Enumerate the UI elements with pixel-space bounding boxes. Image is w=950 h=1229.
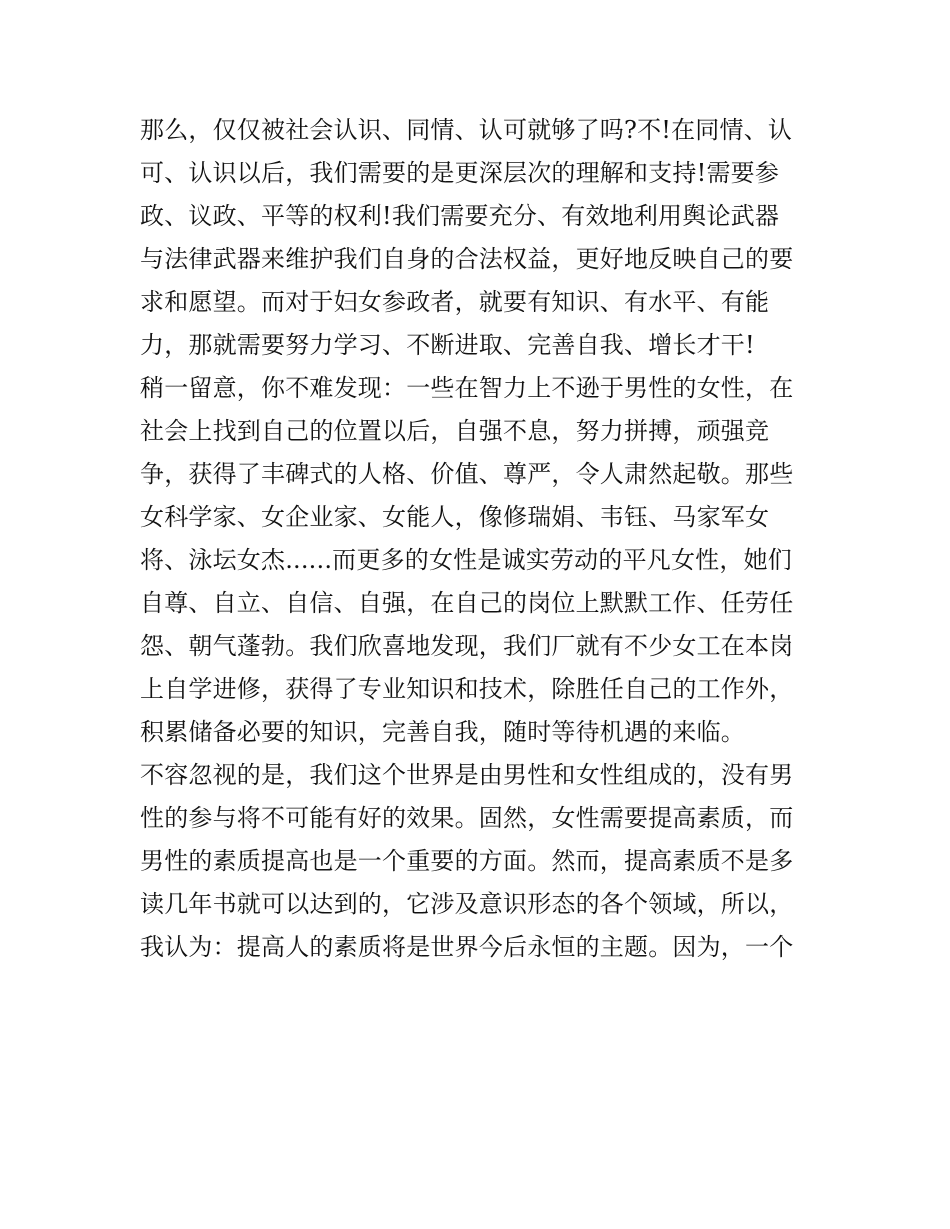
- body-text: [140, 109, 820, 969]
- text-line: 积累储备必要的知识，完善自我，随时等待机遇的来临。: [140, 718, 745, 746]
- text-line: 读几年书就可以达到的，它涉及意识形态的各个领域，所以，: [140, 890, 794, 918]
- text-line: 上自学进修，获得了专业知识和技术，除胜任自己的工作外，: [140, 675, 794, 703]
- text-line: 与法律武器来维护我们自身的合法权益，更好地反映自己的要: [140, 245, 794, 273]
- text-line: 我认为：提高人的素质将是世界今后永恒的主题。因为，一个: [140, 933, 794, 961]
- text-line: 怨、朝气蓬勃。我们欣喜地发现，我们厂就有不少女工在本岗: [140, 632, 794, 660]
- text-line: 那么，仅仅被社会认识、同情、认可就够了吗?不!在同情、认: [140, 116, 793, 144]
- text-line: 稍一留意，你不难发现：一些在智力上不逊于男性的女性，在: [140, 374, 794, 402]
- text-line: 性的参与将不可能有好的效果。固然，女性需要提高素质，而: [140, 804, 794, 832]
- text-line: 男性的素质提高也是一个重要的方面。然而，提高素质不是多: [140, 847, 794, 875]
- text-line: 自尊、自立、自信、自强，在自己的岗位上默默工作、任劳任: [140, 589, 794, 617]
- text-line: 力，那就需要努力学习、不断进取、完善自我、增长才干!: [140, 331, 755, 359]
- text-line: 社会上找到自己的位置以后，自强不息，努力拼搏，顽强竞: [140, 417, 770, 445]
- text-line: 女科学家、女企业家、女能人，像修瑞娟、韦钰、马家军女: [140, 503, 770, 531]
- text-line: 政、议政、平等的权利!我们需要充分、有效地利用舆论武器: [140, 202, 780, 230]
- text-line: 不容忽视的是，我们这个世界是由男性和女性组成的，没有男: [140, 761, 794, 789]
- text-line: 将、泳坛女杰......而更多的女性是诚实劳动的平凡女性，她们: [140, 546, 792, 574]
- text-line: 求和愿望。而对于妇女参政者，就要有知识、有水平、有能: [140, 288, 770, 316]
- text-line: 争，获得了丰碑式的人格、价值、尊严，令人肃然起敬。那些: [140, 460, 794, 488]
- text-line: 可、认识以后，我们需要的是更深层次的理解和支持!需要参: [140, 159, 780, 187]
